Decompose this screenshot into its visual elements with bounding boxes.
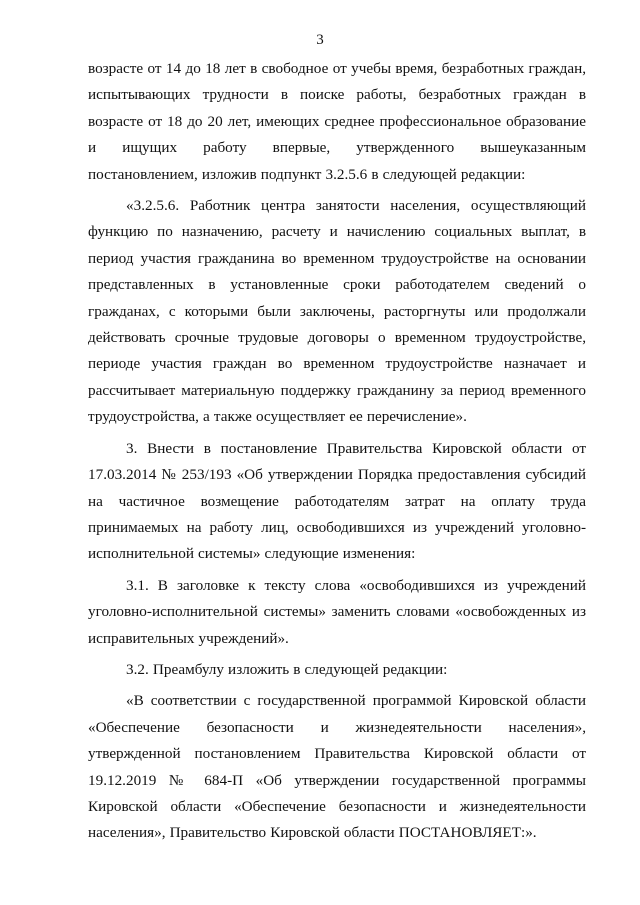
paragraph-item-3: 3. Внести в постановление Правительства Кировской области от 17.03.2014 № 253/193 «Об утверждении Порядка предоставления субсидий на частичное возмещение работодателям затрат на оплату труда принимаемых на работу лиц, освободившихся из учреждений уголовно-исполнительной системы» следующие изменения: (88, 439, 586, 563)
page-number: 3 (316, 32, 324, 48)
paragraph-preamble: «В соответствии с государственной программой Кировской области «Обеспечение безопасности и жизнедеятельности населения», утвержденной постановлением Правительства Кировской области от 19.12.2019 № 684-П «Об утверждении государственной программы Кировской области «Обеспечение безопасности и жизнедеятельности населения», Правительство Кировской области ПОСТАНОВЛЯЕТ:». (88, 692, 586, 842)
paragraph-item-3-1: 3.1. В заголовке к тексту слова «освободившихся из учреждений уголовно-исполнительной системы» заменить словами «освобожденных из исправительных учреждений». (88, 576, 586, 647)
paragraph-subclause-3-2-5-6: «3.2.5.6. Работник центра занятости населения, осуществляющий функцию по назначению, расчету и начислению социальных выплат, в период участия гражданина во временном трудоустройстве на основании представленных в установленные сроки работодателем сведений о гражданах, с которыми были заключены, расторгнуты или продолжали действовать срочные трудовые договоры о временном трудоустройстве, периоде участия граждан во временном трудоустройстве назначает и рассчитывает материальную поддержку гражданину за период временного трудоустройства, а также осуществляет ее перечисление». (88, 197, 586, 426)
paragraph-continuation: возрасте от 14 до 18 лет в свободное от учебы время, безработных граждан, испытывающих трудности в поиске работы, безработных граждан в возрасте от 18 до 20 лет, имеющих среднее профессиональное образование и ищущих работу впервые, утвержденного вышеуказанным постановлением, изложив подпункт 3.2.5.6 в следующей редакции: (88, 60, 586, 183)
paragraph-item-3-2: 3.2. Преамбулу изложить в следующей редакции: (126, 660, 448, 678)
document-body (88, 56, 586, 852)
